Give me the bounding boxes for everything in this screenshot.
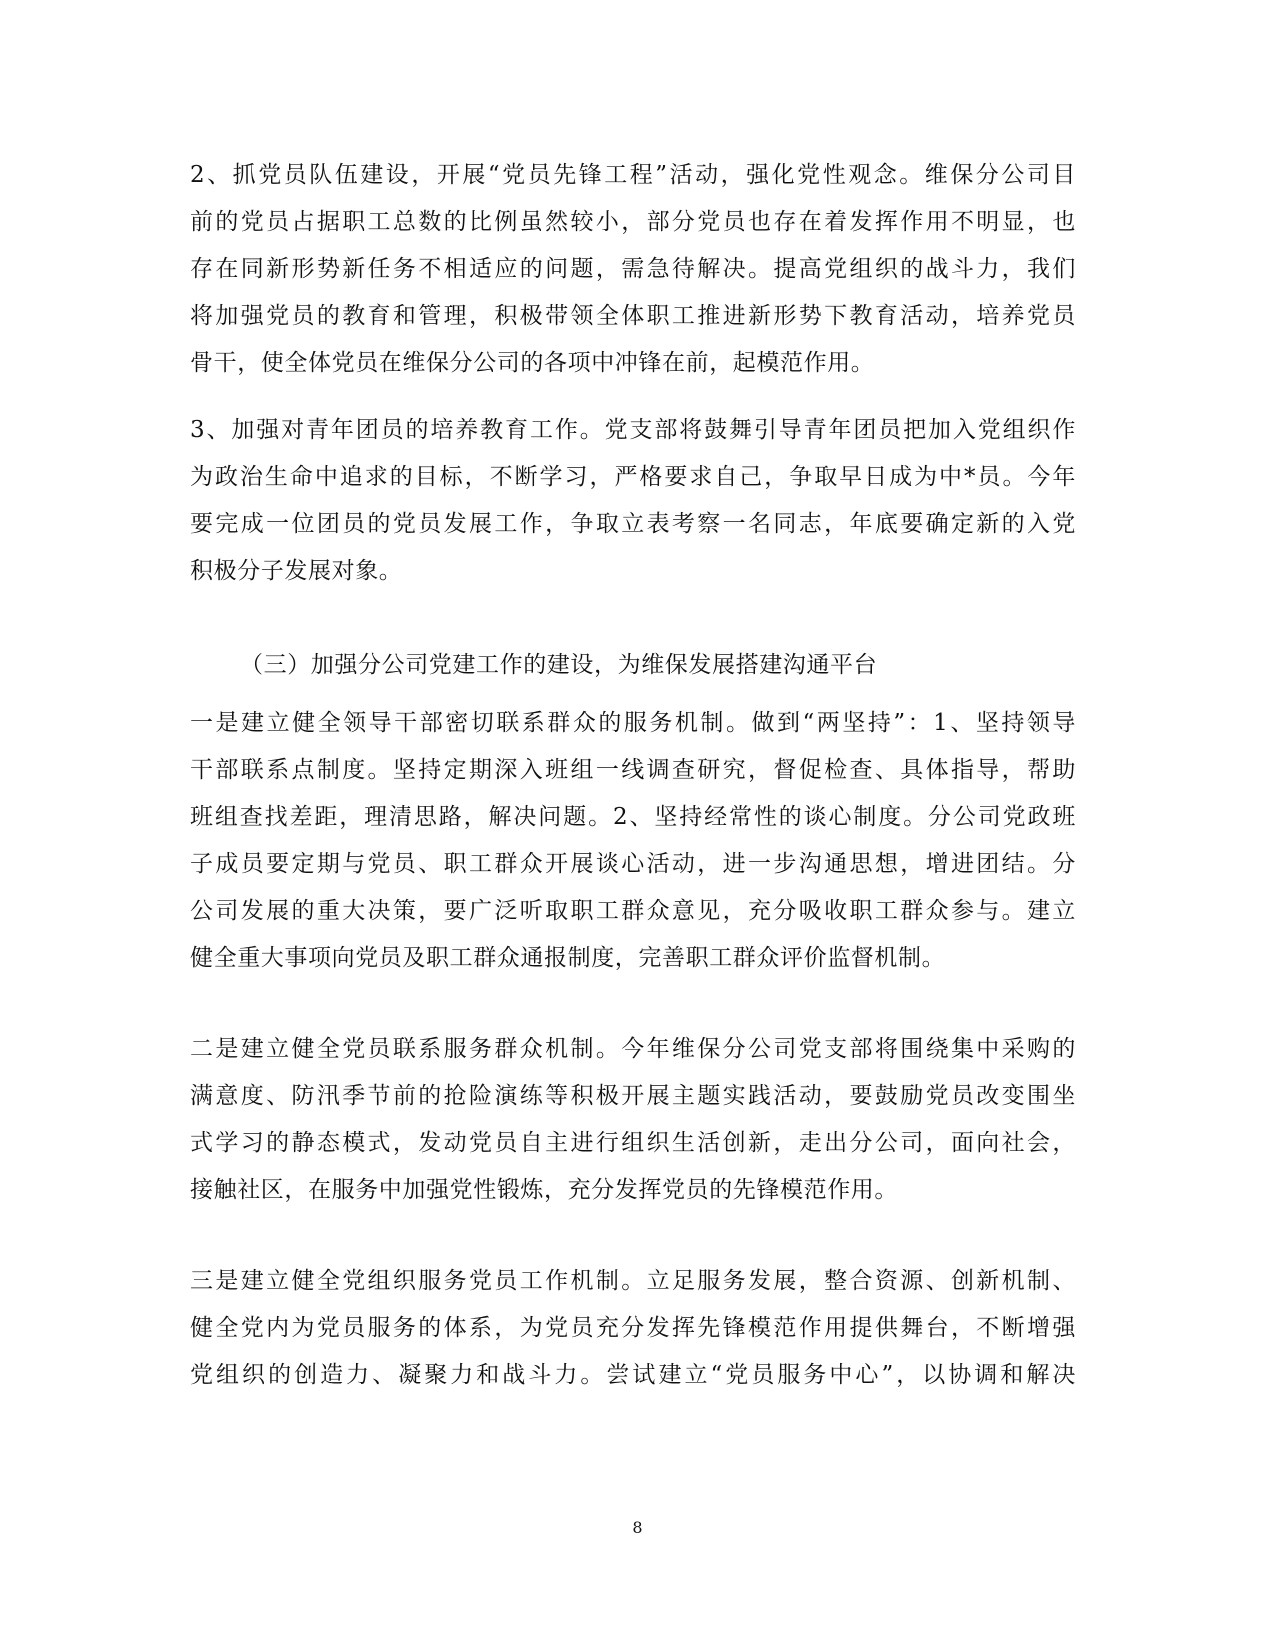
text-line: 健全重大事项向党员及职工群众通报制度，完善职工群众评价监督机制。 [190, 945, 946, 971]
text-line: 一是建立健全领导干部密切联系群众的服务机制。做到“两坚持”：1、坚持领导 [190, 710, 1076, 736]
text-line: 接触社区，在服务中加强党性锻炼，充分发挥党员的先锋模范作用。 [190, 1177, 898, 1203]
text-line: 健全党内为党员服务的体系，为党员充分发挥先锋模范作用提供舞台，不断增强 [190, 1315, 1076, 1341]
text-line: 干部联系点制度。坚持定期深入班组一线调查研究，督促检查、具体指导，帮助 [190, 757, 1076, 783]
text-line: 式学习的静态模式，发动党员自主进行组织生活创新，走出分公司，面向社会， [190, 1130, 1076, 1156]
text-line: 满意度、防汛季节前的抢险演练等积极开展主题实践活动，要鼓励党员改变围坐 [190, 1083, 1076, 1109]
text-line: 2、抓党员队伍建设，开展“党员先锋工程”活动，强化党性观念。维保分公司目 [190, 162, 1076, 188]
text-line: 骨干，使全体党员在维保分公司的各项中冲锋在前，起模范作用。 [190, 350, 875, 376]
paragraph-party-member-team [190, 152, 1076, 387]
text-line: 前的党员占据职工总数的比例虽然较小，部分党员也存在着发挥作用不明显，也 [190, 209, 1076, 235]
text-line: 公司发展的重大决策，要广泛听取职工群众意见，充分吸收职工群众参与。建立 [190, 898, 1076, 924]
text-line: 将加强党员的教育和管理，积极带领全体职工推进新形势下教育活动，培养党员 [190, 303, 1076, 329]
text-line: 积极分子发展对象。 [190, 558, 403, 584]
text-line: 为政治生命中追求的目标，不断学习，严格要求自己，争取早日成为中*员。今年 [190, 464, 1076, 490]
paragraph-leadership-mechanism [190, 700, 1076, 982]
text-line: 3、加强对青年团员的培养教育工作。党支部将鼓舞引导青年团员把加入党组织作 [190, 417, 1076, 443]
text-line: 三是建立健全党组织服务党员工作机制。立足服务发展，整合资源、创新机制、 [190, 1268, 1076, 1294]
page-number: 8 [632, 1518, 643, 1537]
paragraph-organization-service-mechanism [190, 1258, 1076, 1399]
section-subheading: （三）加强分公司党建工作的建设，为维保发展搭建沟通平台 [240, 652, 878, 678]
text-line: 班组查找差距，理清思路，解决问题。2、坚持经常性的谈心制度。分公司党政班 [190, 804, 1076, 830]
text-line: 要完成一位团员的党员发展工作，争取立表考察一名同志，年底要确定新的入党 [190, 511, 1076, 537]
text-line: 子成员要定期与党员、职工群众开展谈心活动，进一步沟通思想，增进团结。分 [190, 851, 1076, 877]
text-line: 党组织的创造力、凝聚力和战斗力。尝试建立“党员服务中心”，以协调和解决 [190, 1362, 1076, 1388]
paragraph-youth-league [190, 407, 1076, 595]
paragraph-member-service-mechanism [190, 1026, 1076, 1214]
text-line: 二是建立健全党员联系服务群众机制。今年维保分公司党支部将围绕集中采购的 [190, 1036, 1076, 1062]
text-line: 存在同新形势新任务不相适应的问题，需急待解决。提高党组织的战斗力，我们 [190, 256, 1076, 282]
